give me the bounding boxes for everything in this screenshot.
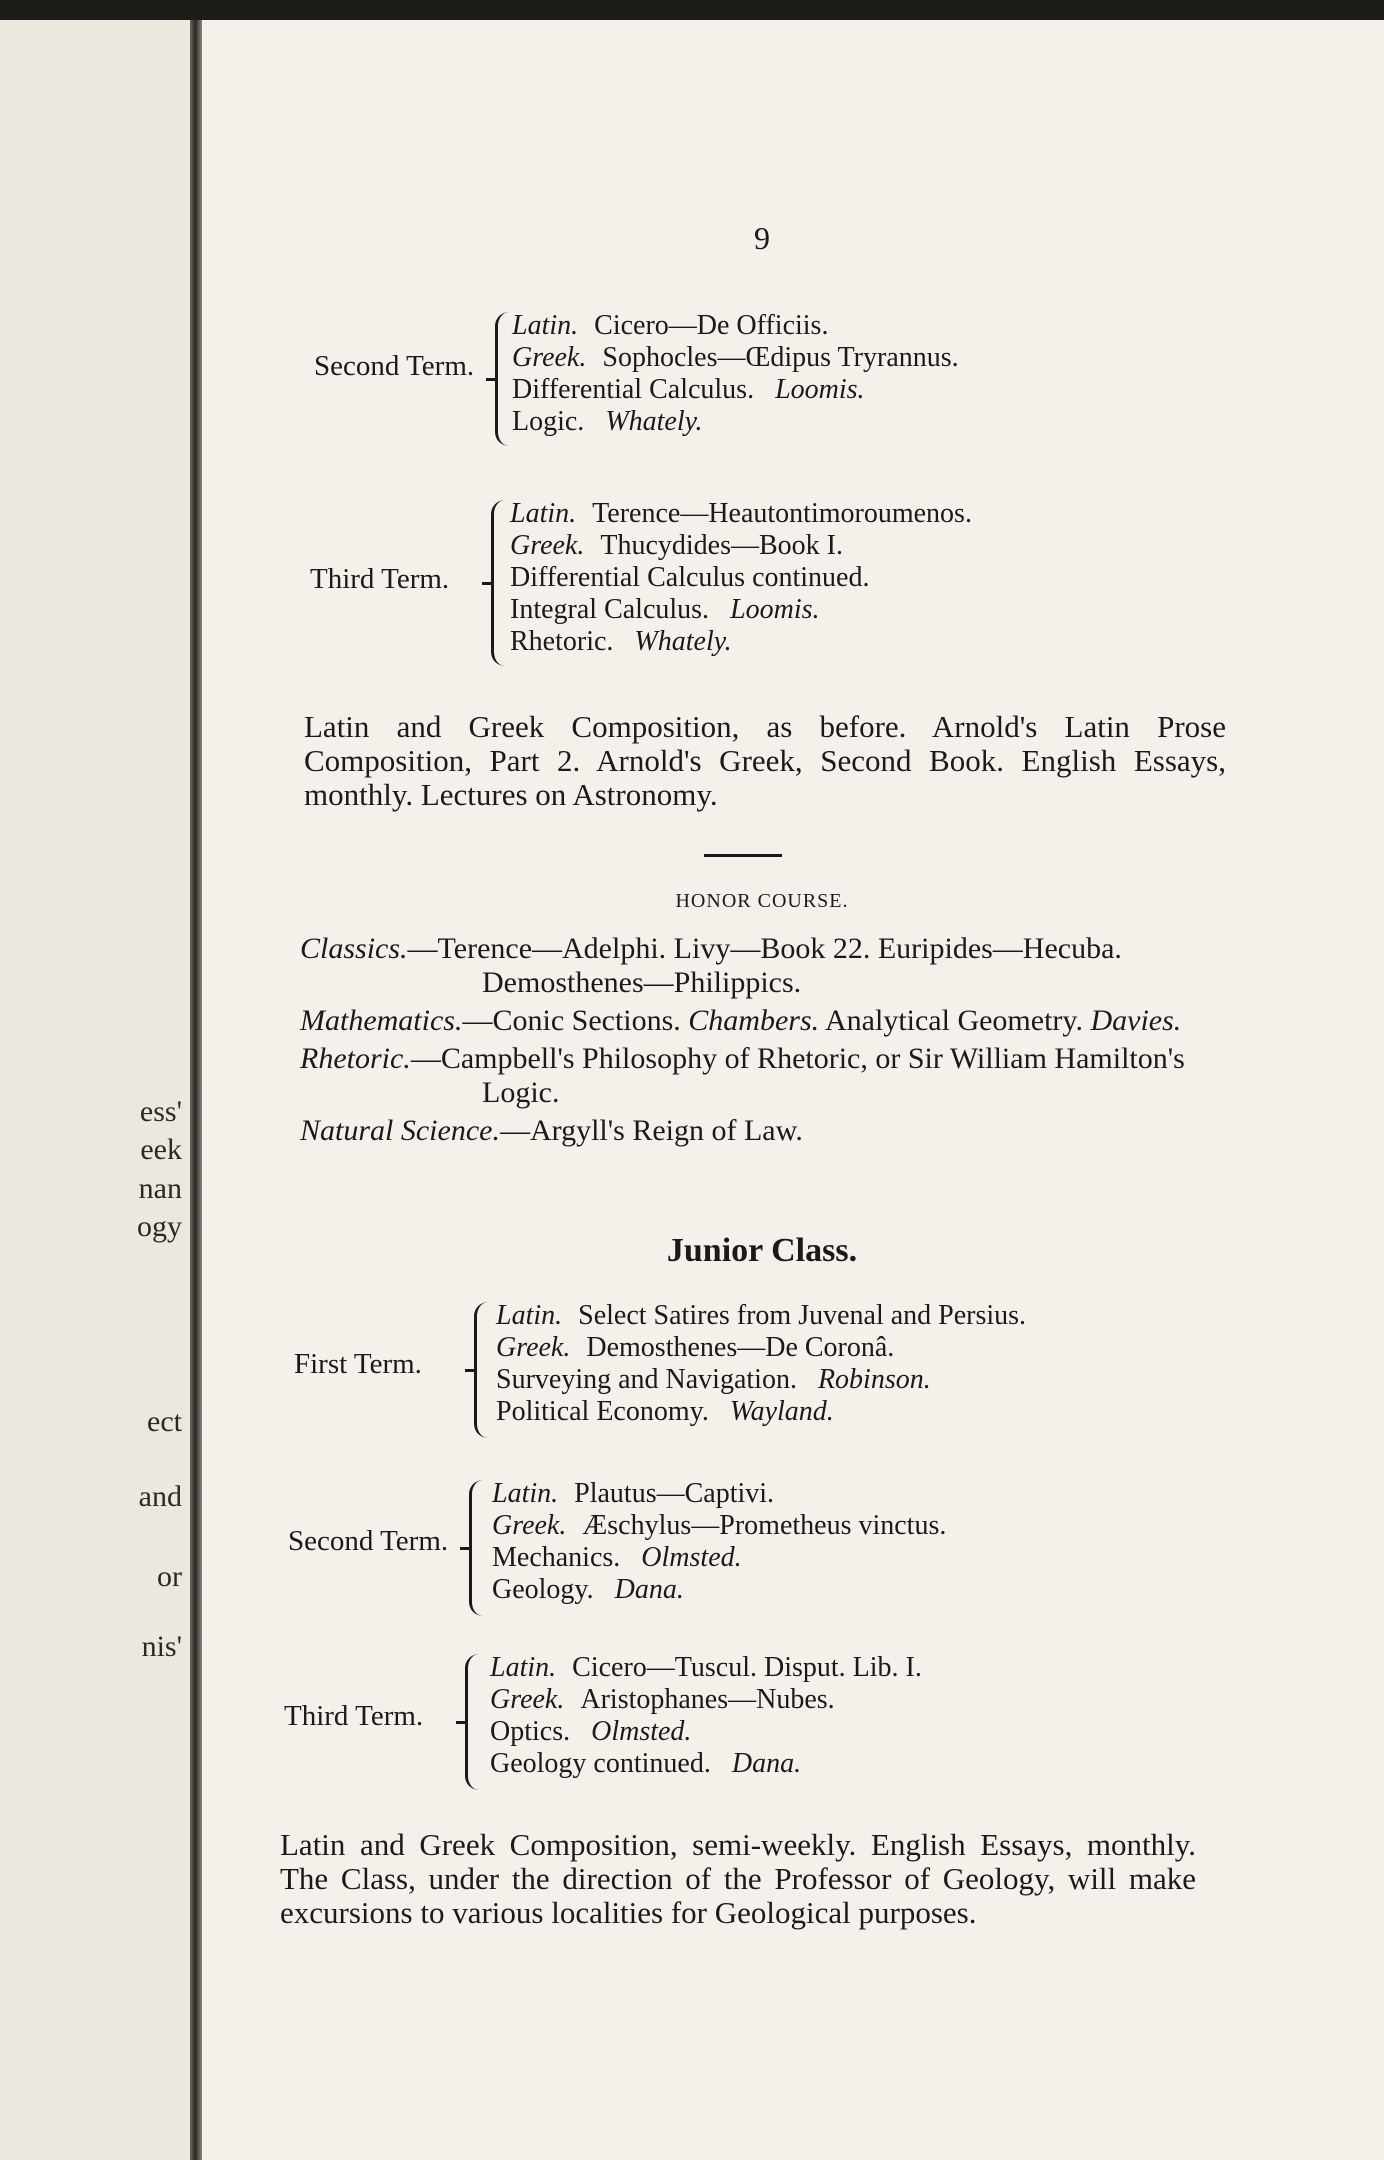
course-text: Cicero—De Officiis. <box>594 310 829 341</box>
term-brace <box>469 1480 484 1616</box>
subject-label: Latin. <box>510 498 577 529</box>
course-text: Aristophanes—Nubes. <box>580 1684 835 1715</box>
course-line <box>492 1478 946 1510</box>
textbook-author: Olmsted. <box>591 1716 692 1747</box>
textbook-author: Wayland. <box>729 1396 834 1427</box>
junior-class-heading: Junior Class. <box>666 1232 858 1269</box>
course-line <box>510 530 972 562</box>
course-line <box>492 1574 946 1606</box>
course-text: Terence—Heautontimoroumenos. <box>592 498 972 529</box>
course-line <box>510 594 972 626</box>
term-brace <box>495 312 510 446</box>
course-text: Geology continued. <box>490 1748 711 1779</box>
honor-course-heading: HONOR COURSE. <box>675 890 849 912</box>
course-line <box>492 1542 946 1574</box>
page-number: 9 <box>754 220 770 256</box>
course-text: Geology. <box>492 1574 594 1605</box>
subject-label: Latin. <box>512 310 579 341</box>
term-label: Second Term. <box>314 350 475 382</box>
course-text: Plautus—Captivi. <box>574 1478 775 1509</box>
subject-label: Latin. <box>496 1300 563 1331</box>
course-text: Rhetoric. <box>510 626 614 657</box>
honor-text: —Campbell's Philosophy of Rhetoric, or Sir William Hamilton's Logic. <box>410 1042 1185 1109</box>
course-line <box>512 310 959 342</box>
margin-fragment: or <box>157 1560 182 1593</box>
honor-text: —Argyll's Reign of Law. <box>499 1114 803 1147</box>
margin-fragment: ogy <box>137 1210 182 1243</box>
course-text: Thucydides—Book I. <box>600 530 844 561</box>
honor-field: Rhetoric. <box>300 1042 411 1075</box>
margin-fragment: nan <box>138 1172 182 1205</box>
honor-entry-mathematics <box>300 1004 1230 1038</box>
honor-entry-natural-science <box>300 1114 1230 1148</box>
course-line <box>490 1684 922 1716</box>
course-text: Mechanics. <box>492 1542 621 1573</box>
margin-fragment: and <box>138 1480 182 1513</box>
course-line <box>496 1300 1026 1332</box>
subject-label: Greek. <box>512 342 587 373</box>
course-line <box>510 626 972 658</box>
honor-entry-classics <box>300 932 1230 1000</box>
course-line <box>492 1510 946 1542</box>
course-text: Æschylus—Prometheus vinctus. <box>582 1510 947 1541</box>
term-label: Third Term. <box>310 563 450 595</box>
term-course-list <box>490 1652 922 1780</box>
honor-course-list <box>300 932 1230 1152</box>
course-text: Select Satires from Juvenal and Persius. <box>578 1300 1027 1331</box>
honor-field: Natural Science. <box>300 1114 500 1147</box>
term-label: First Term. <box>294 1348 422 1380</box>
subject-label: Latin. <box>490 1652 557 1683</box>
course-text: Logic. <box>512 406 585 437</box>
course-line <box>512 342 959 374</box>
course-text: Optics. <box>490 1716 571 1747</box>
subject-label: Greek. <box>492 1510 567 1541</box>
margin-fragment: nis' <box>141 1630 182 1663</box>
document-page <box>202 20 1384 2160</box>
course-text: Cicero—Tuscul. Disput. Lib. I. <box>572 1652 922 1683</box>
margin-fragment: ess' <box>139 1095 182 1128</box>
subject-label: Greek. <box>496 1332 571 1363</box>
term-brace <box>491 500 506 666</box>
textbook-author: Chambers. <box>688 1004 820 1037</box>
composition-paragraph: Latin and Greek Composition, as before. Arnold's Latin Prose Composition, Part 2. Arnold's Greek, Second Book. English Essays, monthly. Lectures on Astronomy. <box>304 709 1226 812</box>
scan-top-edge <box>0 0 1384 20</box>
course-line <box>496 1396 1026 1428</box>
textbook-author: Dana. <box>614 1574 684 1605</box>
course-line <box>490 1652 922 1684</box>
subject-label: Greek. <box>490 1684 565 1715</box>
section-rule <box>704 854 782 857</box>
course-line <box>490 1748 922 1780</box>
course-text: Demosthenes—De Coronâ. <box>586 1332 895 1363</box>
book-binding-gutter <box>190 20 202 2160</box>
textbook-author: Dana. <box>731 1748 802 1779</box>
subject-label: Greek. <box>510 530 585 561</box>
term-course-list <box>492 1478 946 1606</box>
course-line <box>510 498 972 530</box>
term-course-list <box>510 498 972 658</box>
course-text: Political Economy. <box>496 1396 709 1427</box>
honor-field: Classics. <box>300 932 408 965</box>
textbook-author: Olmsted. <box>641 1542 742 1573</box>
margin-fragment: ect <box>147 1405 182 1438</box>
term-brace <box>465 1654 480 1790</box>
course-text: Surveying and Navigation. <box>496 1364 797 1395</box>
course-line <box>510 562 972 594</box>
margin-fragment: eek <box>140 1133 182 1166</box>
honor-entry-rhetoric <box>300 1042 1230 1110</box>
term-brace <box>474 1302 489 1438</box>
course-text: Sophocles—Œdipus Tryrannus. <box>602 342 959 373</box>
course-text: Differential Calculus continued. <box>510 562 870 593</box>
textbook-author: Davies. <box>1090 1004 1182 1037</box>
textbook-author: Loomis. <box>730 594 820 625</box>
course-line <box>512 406 959 438</box>
course-line <box>496 1332 1026 1364</box>
honor-text: Analytical Geometry. <box>825 1004 1083 1037</box>
textbook-author: Robinson. <box>817 1364 931 1395</box>
textbook-author: Loomis. <box>775 374 865 405</box>
facing-page-margin <box>0 20 190 2160</box>
subject-label: Latin. <box>492 1478 559 1509</box>
textbook-author: Whately. <box>634 626 732 657</box>
course-line <box>512 374 959 406</box>
honor-text: —Conic Sections. <box>462 1004 681 1037</box>
course-line <box>490 1716 922 1748</box>
course-line <box>496 1364 1026 1396</box>
term-label: Second Term. <box>288 1525 449 1557</box>
term-course-list <box>496 1300 1026 1428</box>
honor-text: —Terence—Adelphi. Livy—Book 22. Euripides—Hecuba. Demosthenes—Philippics. <box>407 932 1122 999</box>
honor-field: Mathematics. <box>300 1004 463 1037</box>
term-label: Third Term. <box>284 1700 424 1732</box>
textbook-author: Whately. <box>605 406 703 437</box>
course-text: Integral Calculus. <box>510 594 710 625</box>
term-course-list <box>512 310 959 438</box>
closing-paragraph: Latin and Greek Composition, semi-weekly. English Essays, monthly. The Class, under the direction of the Professor of Geology, will make excursions to various localities for Geological purposes. <box>280 1827 1196 1930</box>
course-text: Differential Calculus. <box>512 374 755 405</box>
